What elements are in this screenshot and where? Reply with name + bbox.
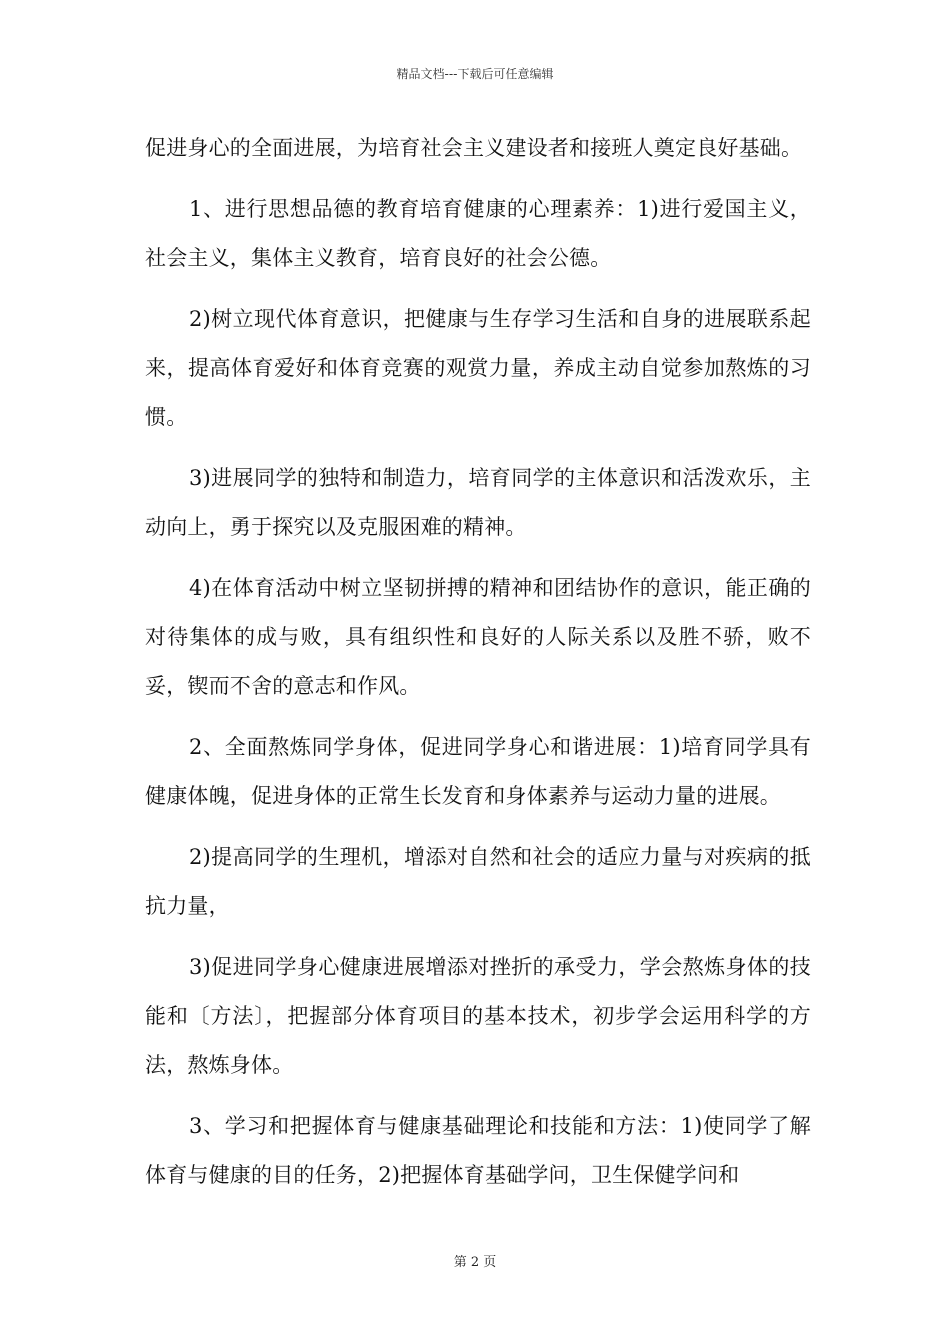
paragraph-physical-training: 2、全面熬炼同学身体，促进同学身心和谐进展：1)培育同学具有健康体魄，促进身体的正常生长发育和身体素养与运动力量的进展。 <box>145 735 811 808</box>
paragraph-physiology: 2)提高同学的生理机，增添对自然和社会的适应力量与对疾病的抵抗力量， <box>145 845 811 918</box>
page-header: 精品文档---下载后可任意编辑 <box>396 67 554 81</box>
paragraph-skills-methods: 3)促进同学身心健康进展增添对挫折的承受力，学会熬炼身体的技能和〔方法〕，把握部分体育项目的基本技术，初步学会运用科学的方法，熬炼身体。 <box>145 955 811 1077</box>
paragraph-teamwork: 4)在体育活动中树立坚韧拼搏的精神和团结协作的意识，能正确的对待集体的成与败，具有组织性和良好的人际关系以及胜不骄，败不妥，锲而不舍的意志和作风。 <box>145 576 811 698</box>
paragraph-moral-education: 1、进行思想品德的教育培育健康的心理素养：1)进行爱国主义，社会主义，集体主义教育，培育良好的社会公德。 <box>145 197 811 270</box>
paragraph-creativity: 3)进展同学的独特和制造力，培育同学的主体意识和活泼欢乐，主动向上，勇于探究以及克服困难的精神。 <box>145 466 811 539</box>
paragraph-theory: 3、学习和把握体育与健康基础理论和技能和方法：1)使同学了解体育与健康的目的任务，2)把握体育基础学问，卫生保健学问和 <box>145 1114 811 1187</box>
page-number: 第 2 页 <box>453 1255 497 1270</box>
paragraph-modern-pe-awareness: 2)树立现代体育意识，把健康与生存学习生活和自身的进展联系起来，提高体育爱好和体育竞赛的观赏力量，养成主动自觉参加熬炼的习惯。 <box>145 307 811 429</box>
paragraph-continuation: 促进身心的全面进展，为培育社会主义建设者和接班人奠定良好基础。 <box>145 136 803 160</box>
document-body <box>145 124 811 1212</box>
